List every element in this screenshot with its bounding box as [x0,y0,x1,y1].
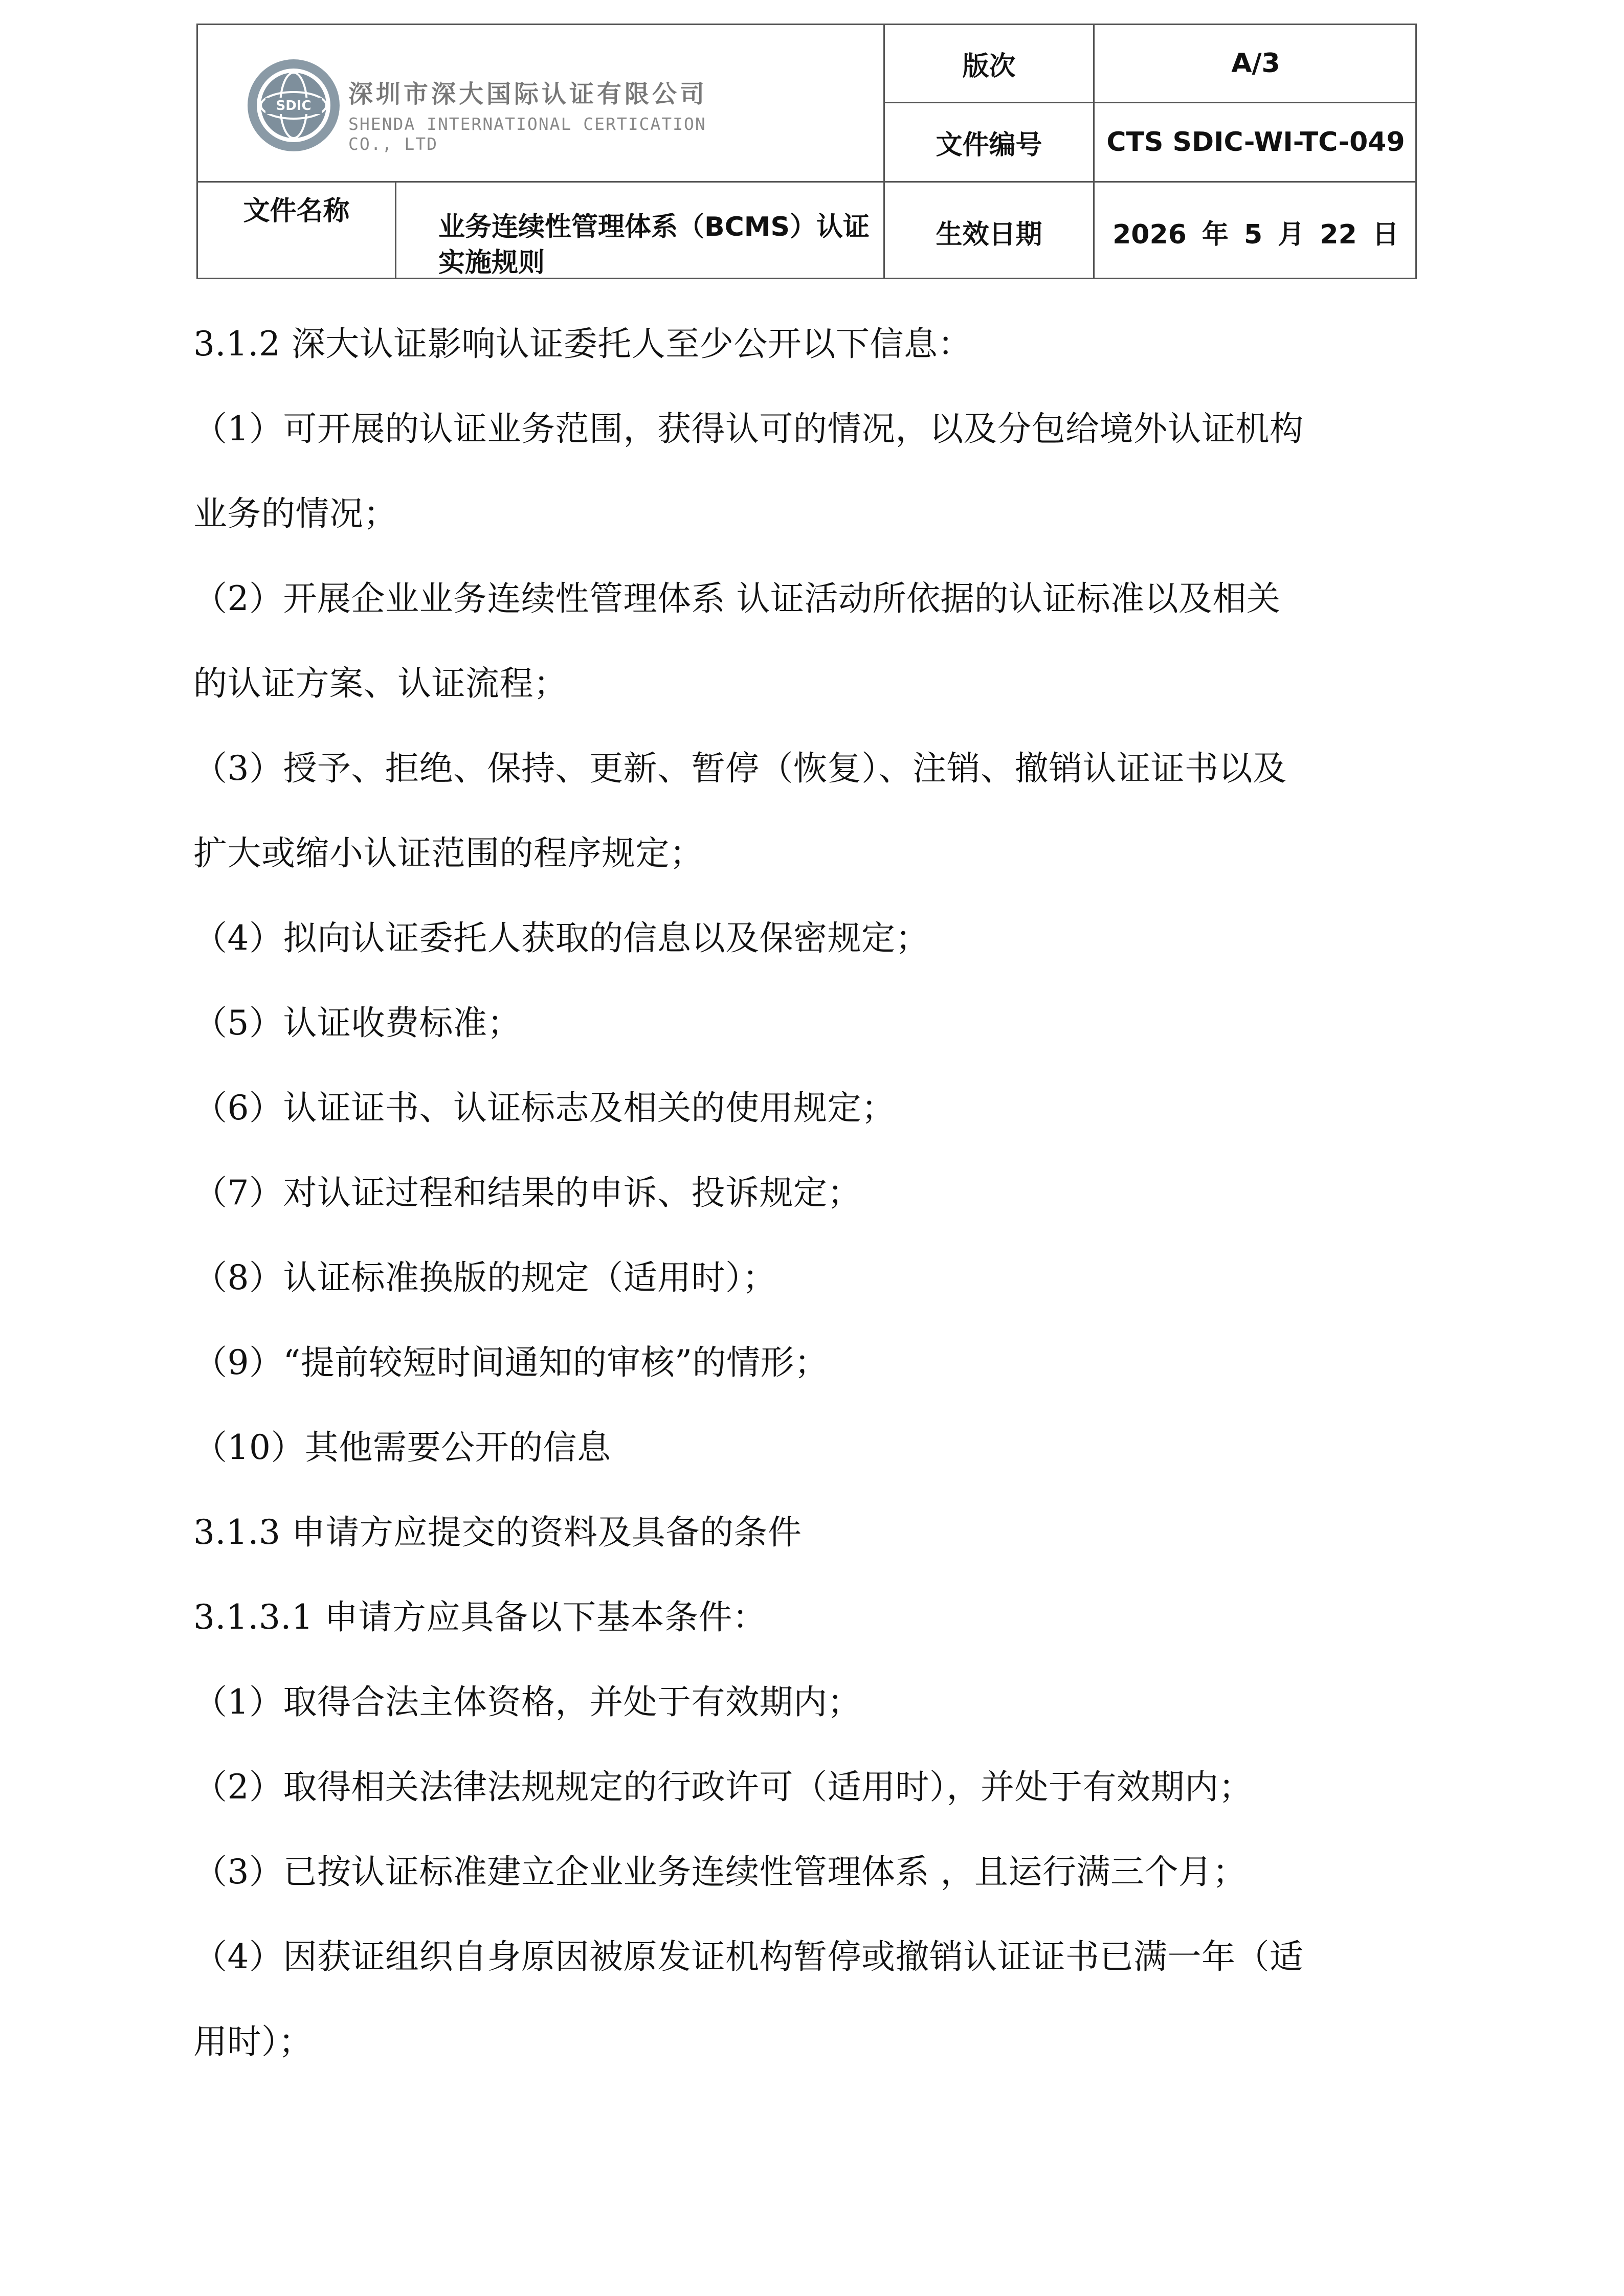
paragraph-line: （9）“提前较短时间通知的审核”的情形； [193,1343,829,1382]
paragraph-line: （8）认证标准换版的规定（适用时）； [193,1258,776,1297]
paragraph-line: （6）认证证书、认证标志及相关的使用规定； [193,1088,896,1128]
section-heading-3-1-3: 3.1.3 申请方应提交的资料及具备的条件 [193,1513,802,1552]
paragraph-line: （7）对认证过程和结果的申诉、投诉规定； [193,1173,861,1212]
paragraph-line: （5）认证收费标准； [193,1003,521,1043]
paragraph-line: （1）可开展的认证业务范围，获得认可的情况，以及分包给境外认证机构 [193,409,1304,448]
company-name-cn: 深圳市深大国际认证有限公司 [348,80,708,108]
paragraph-line: 扩大或缩小认证范围的程序规定； [193,834,704,873]
table-divider [395,181,396,278]
paragraph-line: 的认证方案、认证流程； [193,664,568,703]
effective-date-label: 生效日期 [936,219,1042,250]
paragraph-line: （1）取得合法主体资格，并处于有效期内； [193,1682,861,1722]
document-header-table [196,24,1417,279]
paragraph-line: （2）取得相关法律法规规定的行政许可（适用时），并处于有效期内； [193,1767,1253,1807]
doc-name-value: 业务连续性管理体系（BCMS）认证实施规则 [438,212,870,278]
doc-number-value: CTS SDIC-WI-TC-049 [1106,127,1405,157]
paragraph-line: 用时）； [193,2022,313,2061]
document-body [193,302,1436,2084]
paragraph-line: （4）因获证组织自身原因被原发证机构暂停或撤销认证证书已满一年（适 [193,1937,1304,1976]
doc-number-label: 文件编号 [936,129,1042,161]
paragraph-line: （3）已按认证标准建立企业业务连续性管理体系 ，且运行满三个月； [193,1852,1247,1892]
paragraph-line: （4）拟向认证委托人获取的信息以及保密规定； [193,918,929,958]
version-label: 版次 [962,51,1016,82]
paragraph-line: （3）授予、拒绝、保持、更新、暂停（恢复）、注销、撤销认证证书以及 [193,749,1287,788]
section-heading-3-1-2: 3.1.2 深大认证影响认证委托人至少公开以下信息： [193,324,972,364]
paragraph-line: （2）开展企业业务连续性管理体系 认证活动所依据的认证标准以及相关 [193,579,1281,618]
doc-name-label: 文件名称 [243,195,350,227]
version-value: A/3 [1231,48,1280,79]
svg-text:SDIC: SDIC [276,98,312,114]
company-name-en: SHENDA INTERNATIONAL CERTICATION CO., LTD [348,114,706,154]
effective-date-value: 2026 年 5 月 22 日 [1113,219,1399,250]
paragraph-line: （10）其他需要公开的信息 [193,1428,611,1467]
section-heading-3-1-3-1: 3.1.3.1 申请方应具备以下基本条件： [193,1597,767,1637]
company-logo [245,57,757,179]
sdic-seal-icon [245,57,342,154]
paragraph-line: 业务的情况； [193,494,397,533]
